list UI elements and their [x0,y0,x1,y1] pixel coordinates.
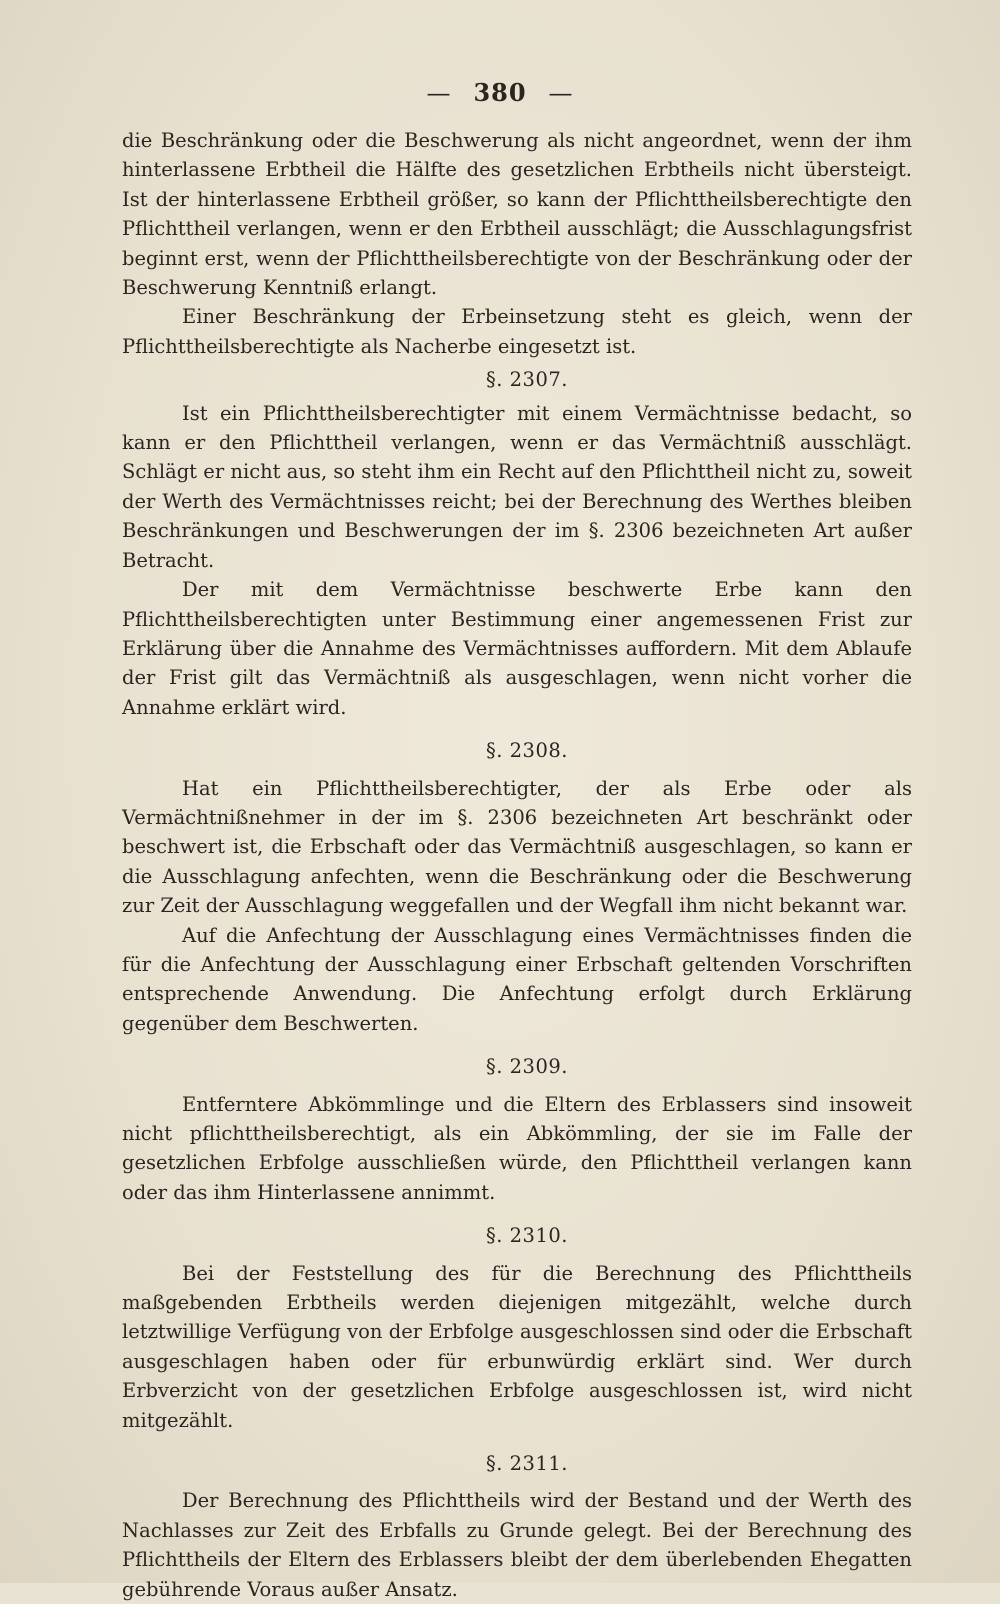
section-heading-2311: §. 2311. [486,1452,568,1476]
paragraph: Hat ein Pflichttheilsberechtigter, der als Erbe oder als Vermächtnißnehmer in der im §. 2306 bezeichneten Art beschränkt oder beschwert ist, die Erbschaft oder das Vermächtniß ausgeschlagen, so kann er die Ausschlagung anfechten, wenn die Beschränkung oder die Beschwerung zur Zeit der Ausschlagung weggefallen und der Wegfall ihm nicht bekannt war. [122,776,912,918]
page-header [0,78,1000,107]
paragraph: Ist ein Pflichttheilsberechtigter mit einem Vermächtnisse bedacht, so kann er den Pflichttheil verlangen, wenn er das Vermächtniß ausschlägt. Schlägt er nicht aus, so steht ihm ein Recht auf den Pflichttheil nicht zu, soweit der Werth des Vermächtnisses reicht; bei der Berechnung des Werthes bleiben Beschränkungen und Beschwerungen der im §. 2306 bezeichneten Art außer Betracht. [122,401,912,572]
paragraph: Entferntere Abkömmlinge und die Eltern des Erblassers sind insoweit nicht pflichttheilsberechtigt, als ein Abkömmling, der sie im Falle der gesetzlichen Erbfolge ausschließen würde, den Pflichttheil verlangen kann oder das ihm Hinterlassene annimmt. [122,1092,912,1204]
paragraph: Der mit dem Vermächtnisse beschwerte Erbe kann den Pflichttheilsberechtigten unter Bestimmung einer angemessenen Frist zur Erklärung über die Annahme des Vermächtnisses auffordern. Mit dem Ablaufe der Frist gilt das Vermächtniß als ausgeschlagen, wenn nicht vorher die Annahme erklärt wird. [122,578,912,719]
section-heading-2310: §. 2310. [486,1224,568,1248]
paragraph: Auf die Anfechtung der Ausschlagung eines Vermächtnisses finden die für die Anfechtung der Ausschlagung einer Erbschaft geltenden Vorschriften entsprechende Anwendung. Die Anfechtung erfolgt durch Erklärung gegenüber dem Beschwerten. [122,923,912,1035]
paragraph: Einer Beschränkung der Erbeinsetzung steht es gleich, wenn der Pflichttheilsberechtigte als Nacherbe eingesetzt ist. [122,305,912,358]
section-heading-2308: §. 2308. [486,739,568,763]
section-heading-2307: §. 2307. [486,368,568,392]
paragraph: Bei der Feststellung des für die Berechnung des Pflichttheils maßgebenden Erbtheils werden diejenigen mitgezählt, welche durch letztwillige Verfügung von der Erbfolge ausgeschlossen sind oder die Erbschaft ausgeschlagen haben oder für erbunwürdig erklärt sind. Wer durch Erbverzicht von der gesetzlichen Erbfolge ausgeschlossen ist, wird nicht mitgezählt. [122,1261,912,1432]
header-dash-right: — [548,79,574,107]
section-heading-2309: §. 2309. [486,1055,568,1079]
paragraph: Der Berechnung des Pflichttheils wird der Bestand und der Werth des Nachlasses zur Zeit des Erbfalls zu Grunde gelegt. Bei der Berechnung des Pflichttheils der Eltern des Erblassers bleibt der dem überlebenden Ehegatten gebührende Voraus außer Ansatz. [122,1489,912,1601]
header-dash-left: — [426,79,452,107]
page-number: 380 [473,78,527,107]
continuation-paragraph: die Beschränkung oder die Beschwerung als nicht angeordnet, wenn der ihm hinterlassene Erbtheil die Hälfte des gesetzlichen Erbtheils nicht übersteigt. Ist der hinterlassene Erbtheil größer, so kann der Pflichttheilsberechtigte den Pflichttheil verlangen, wenn er den Erbtheil ausschlägt; die Ausschlagungsfrist beginnt erst, wenn der Pflichttheilsberechtigte von der Beschränkung oder der Beschwerung Kenntniß erlangt. [122,129,912,300]
page-body [122,126,912,1604]
